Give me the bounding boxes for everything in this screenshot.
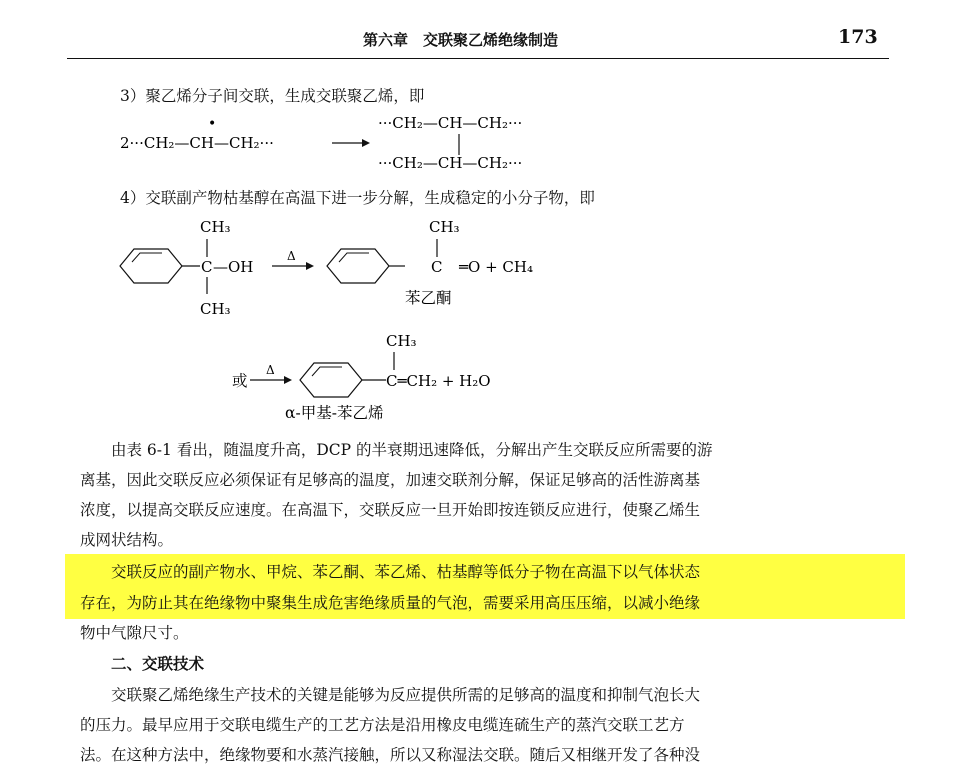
p1-line-3: 浓度，以提高交联反应速度。在高温下，交联反应一旦开始即按连锁反应进行，使聚乙烯生 <box>80 501 701 519</box>
product-bottom-formula: ···CH₂—CH—CH₂··· <box>378 154 523 172</box>
delta-2: Δ <box>266 363 275 377</box>
benzene-ring-3-inner <box>312 367 342 376</box>
central-carbon-2: C <box>431 258 443 276</box>
radical-dot: • <box>208 116 217 132</box>
ch3-top-3: CH₃ <box>386 332 417 350</box>
p3-line-1: 交联聚乙烯绝缘生产技术的关键是能够为反应提供所需的足够高的温度和抑制气泡长大 <box>80 686 701 704</box>
section-heading: 二、交联技术 <box>80 654 205 673</box>
methylstyrene-label: α-甲基-苯乙烯 <box>285 404 384 422</box>
hydroxyl-group: —OH <box>213 258 254 276</box>
or-label: 或 <box>232 372 248 390</box>
running-header-chapter: 第六章 交联聚乙烯绝缘制造 <box>363 31 559 49</box>
p2-line-2: 存在，为防止其在绝缘物中聚集生成危害绝缘质量的气泡，需要采用高压压缩，以减小绝缘 <box>80 594 701 612</box>
reaction-arrow-2-head <box>306 262 314 270</box>
benzene-ring-2 <box>327 249 389 283</box>
p1-line-4: 成网状结构。 <box>80 531 174 549</box>
p2-line-3: 物中气隙尺寸。 <box>80 624 189 642</box>
central-carbon-1: C <box>201 258 213 276</box>
alkene-tail: C═CH₂ + H₂O <box>386 372 491 390</box>
benzene-ring-2-inner <box>339 253 369 262</box>
product-top-formula: ···CH₂—CH—CH₂··· <box>378 114 523 132</box>
ketone-tail: ═O + CH₄ <box>459 258 534 276</box>
step3-text: 3）聚乙烯分子间交联，生成交联聚乙烯，即 <box>120 87 425 105</box>
reactant-formula: 2···CH₂—CH—CH₂··· <box>120 134 274 152</box>
p1-line-1: 由表 6-1 看出，随温度升高，DCP 的半衰期迅速降低，分解出产生交联反应所需要的游 <box>80 441 713 459</box>
delta-1: Δ <box>287 249 296 263</box>
p1-line-2: 离基，因此交联反应必须保证有足够高的温度，加速交联剂分解，保证足够高的活性游离基 <box>80 471 701 489</box>
p3-line-3: 法。在这种方法中，绝缘物要和水蒸汽接触，所以又称湿法交联。随后又相继开发了各种没 <box>80 746 701 764</box>
ch3-top-1: CH₃ <box>200 218 231 236</box>
benzene-ring-3 <box>300 363 362 397</box>
page-number: 173 <box>838 26 878 48</box>
ch3-bottom-1: CH₃ <box>200 300 231 318</box>
benzene-ring-1-inner <box>132 253 162 262</box>
step4-text: 4）交联副产物枯基醇在高温下进一步分解，生成稳定的小分子物，即 <box>120 189 595 207</box>
benzene-ring-1 <box>120 249 182 283</box>
acetophenone-label: 苯乙酮 <box>405 289 452 307</box>
reaction-arrow-3-head <box>284 376 292 384</box>
p3-line-2: 的压力。最早应用于交联电缆生产的工艺方法是沿用橡皮电缆连硫生产的蒸汽交联工艺方 <box>80 716 685 734</box>
ch3-top-2: CH₃ <box>429 218 460 236</box>
p2-line-1: 交联反应的副产物水、甲烷、苯乙酮、苯乙烯、枯基醇等低分子物在高温下以气体状态 <box>80 563 701 581</box>
